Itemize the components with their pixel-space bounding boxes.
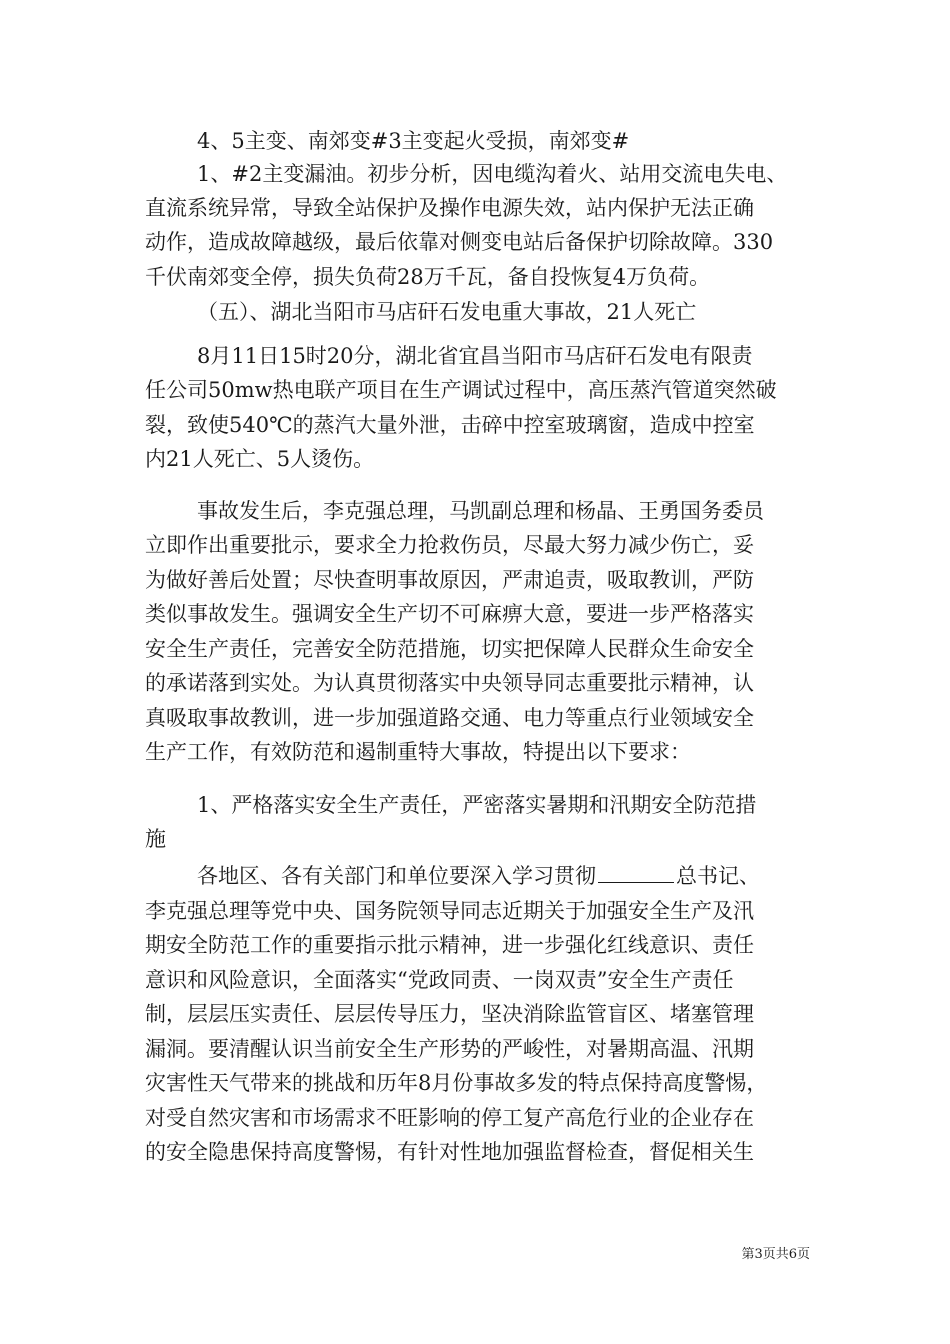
text-line: 立即作出重要批示，要求全力抢救伤员，尽最大努力减少伤亡，妥	[145, 533, 754, 557]
text-line: 4、5主变、南郊变#3主变起火受损，南郊变#	[197, 129, 630, 153]
text-line: 生产工作，有效防范和遏制重特大事故，特提出以下要求：	[145, 740, 691, 764]
text-line: 动作，造成故障越级，最后依靠对侧变电站后备保护切除故障。330	[145, 230, 774, 254]
text-line: 对受自然灾害和市场需求不旺影响的停工复产高危行业的企业存在	[145, 1106, 754, 1130]
text-line: 类似事故发生。强调安全生产切不可麻痹大意，要进一步严格落实	[145, 602, 754, 626]
text-line: 1、#2主变漏油。初步分析，因电缆沟着火、站用交流电失电、	[197, 162, 788, 186]
text-line: 的承诺落到实处。为认真贯彻落实中央领导同志重要批示精神，认	[145, 671, 754, 695]
text-line: 直流系统异常，导致全站保护及操作电源失效，站内保护无法正确	[145, 196, 754, 220]
text-line: 事故发生后，李克强总理，马凯副总理和杨晶、王勇国务委员	[197, 499, 764, 523]
text-line: 的安全隐患保持高度警惕，有针对性地加强监督检查，督促相关生	[145, 1140, 754, 1164]
text-line: 千伏南郊变全停，损失负荷28万千瓦，备自投恢复4万负荷。	[145, 265, 711, 289]
text-line: 任公司50mw热电联产项目在生产调试过程中，高压蒸汽管道突然破	[145, 378, 777, 402]
text-line: 安全生产责任，完善安全防范措施，切实把保障人民群众生命安全	[145, 637, 754, 661]
text-segment: 各地区、各有关部门和单位要深入学习贯彻	[197, 864, 596, 888]
text-line: 施	[145, 827, 166, 851]
text-segment: 总书记、	[676, 864, 760, 888]
section-heading: （五）、湖北当阳市马店矸石发电重大事故，21人死亡	[197, 300, 697, 324]
list-item-heading: 1、严格落实安全生产责任，严密落实暑期和汛期安全防范措	[197, 793, 757, 817]
text-line	[197, 861, 825, 891]
text-line: 漏洞。要清醒认识当前安全生产形势的严峻性，对暑期高温、汛期	[145, 1037, 754, 1061]
text-line: 李克强总理等党中央、国务院领导同志近期关于加强安全生产及汛	[145, 899, 754, 923]
text-line: 制，层层压实责任、层层传导压力，坚决消除监管盲区、堵塞管理	[145, 1002, 754, 1026]
text-line: 意识和风险意识，全面落实“党政同责、一岗双责”安全生产责任	[145, 968, 734, 992]
text-line: 8月11日15时20分，湖北省宜昌当阳市马店矸石发电有限责	[197, 344, 753, 368]
text-line: 灾害性天气带来的挑战和历年8月份事故多发的特点保持高度警惕，	[145, 1071, 768, 1095]
text-line: 为做好善后处置；尽快查明事故原因，严肃追责，吸取教训，严防	[145, 568, 754, 592]
text-line: 期安全防范工作的重要指示批示精神，进一步强化红线意识、责任	[145, 933, 754, 957]
page-number: 第3页共6页	[741, 1247, 810, 1262]
text-line: 真吸取事故教训，进一步加强道路交通、电力等重点行业领域安全	[145, 706, 754, 730]
text-line: 裂，致使540℃的蒸汽大量外泄，击碎中控室玻璃窗，造成中控室	[145, 413, 755, 437]
blank-underline	[598, 864, 674, 883]
text-line: 内21人死亡、5人烫伤。	[145, 447, 375, 471]
